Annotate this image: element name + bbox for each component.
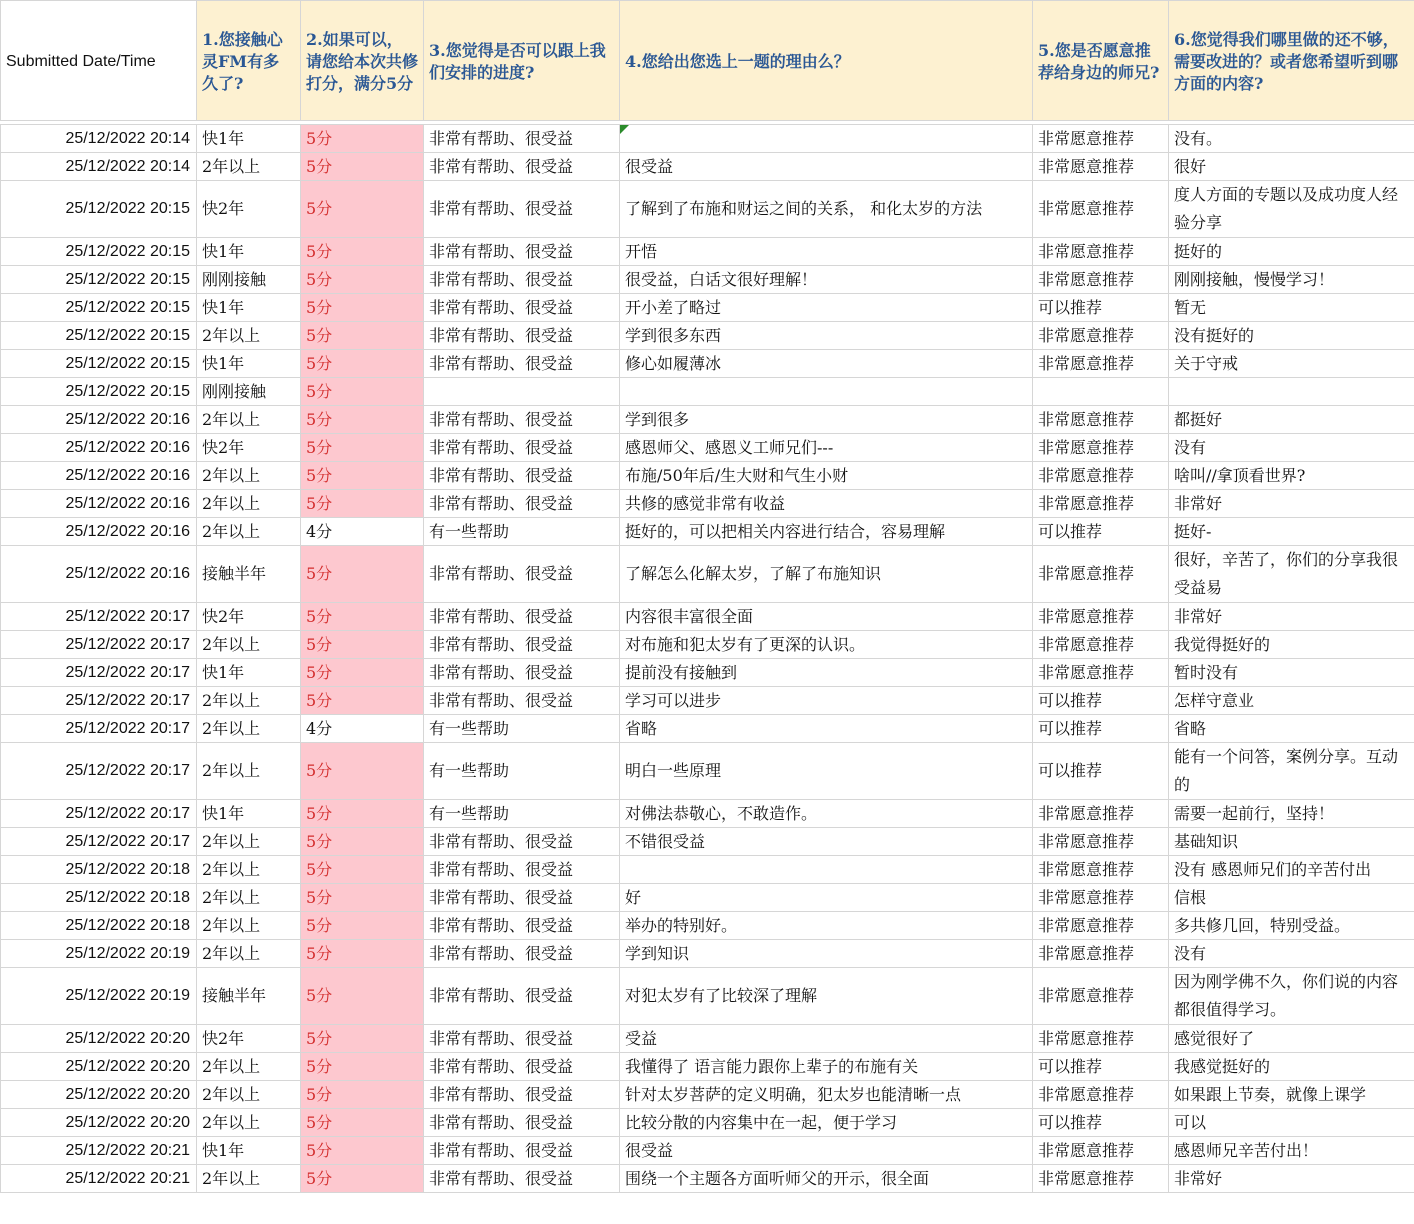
cell-q3-progress[interactable]: 非常有帮助、很受益 [424,294,620,322]
cell-q6-suggestion[interactable] [1169,378,1414,406]
cell-submitted-date[interactable]: 25/12/2022 20:20 [1,1109,197,1137]
header-submitted-date[interactable]: Submitted Date/Time [1,1,197,121]
cell-q6-suggestion[interactable]: 暂无 [1169,294,1414,322]
cell-q1-duration[interactable]: 2年以上 [197,743,301,800]
cell-q5-recommend[interactable]: 可以推荐 [1033,518,1169,546]
cell-q6-suggestion[interactable]: 省略 [1169,715,1414,743]
cell-q1-duration[interactable]: 2年以上 [197,1053,301,1081]
cell-q3-progress[interactable]: 非常有帮助、很受益 [424,828,620,856]
cell-q2-score[interactable]: 5分 [301,546,424,603]
cell-q3-progress[interactable] [424,378,620,406]
cell-submitted-date[interactable]: 25/12/2022 20:16 [1,406,197,434]
cell-q2-score[interactable]: 5分 [301,462,424,490]
cell-submitted-date[interactable]: 25/12/2022 20:15 [1,294,197,322]
cell-q5-recommend[interactable]: 非常愿意推荐 [1033,350,1169,378]
cell-q2-score[interactable]: 5分 [301,1025,424,1053]
cell-q1-duration[interactable]: 快1年 [197,659,301,687]
cell-q5-recommend[interactable]: 可以推荐 [1033,743,1169,800]
cell-q4-reason[interactable]: 对佛法恭敬心，不敢造作。 [620,800,1033,828]
cell-q6-suggestion[interactable]: 我觉得挺好的 [1169,631,1414,659]
cell-q1-duration[interactable]: 快1年 [197,350,301,378]
table-row [1,800,1414,828]
cell-submitted-date[interactable]: 25/12/2022 20:18 [1,884,197,912]
cell-q3-progress[interactable]: 非常有帮助、很受益 [424,266,620,294]
table-row [1,462,1414,490]
cell-q1-duration[interactable]: 接触半年 [197,546,301,603]
table-row [1,238,1414,266]
table-row [1,378,1414,406]
cell-q4-reason[interactable]: 对布施和犯太岁有了更深的认识。 [620,631,1033,659]
cell-q4-reason[interactable]: 学到很多 [620,406,1033,434]
table-row [1,546,1414,603]
cell-q4-reason[interactable] [620,378,1033,406]
cell-submitted-date[interactable]: 25/12/2022 20:16 [1,546,197,603]
header-row [1,1,1414,121]
cell-q3-progress[interactable]: 非常有帮助、很受益 [424,1137,620,1165]
cell-q6-suggestion[interactable]: 啥叫//拿顶看世界? [1169,462,1414,490]
cell-submitted-date[interactable]: 25/12/2022 20:17 [1,800,197,828]
table-row [1,518,1414,546]
cell-q1-duration[interactable]: 2年以上 [197,1109,301,1137]
cell-q6-suggestion[interactable]: 基础知识 [1169,828,1414,856]
cell-submitted-date[interactable]: 25/12/2022 20:15 [1,238,197,266]
cell-submitted-date[interactable]: 25/12/2022 20:20 [1,1081,197,1109]
cell-q5-recommend[interactable]: 非常愿意推荐 [1033,322,1169,350]
cell-q4-reason[interactable]: 省略 [620,715,1033,743]
cell-q4-reason[interactable]: 我懂得了 语言能力跟你上辈子的布施有关 [620,1053,1033,1081]
cell-q1-duration[interactable]: 快2年 [197,1025,301,1053]
table-row [1,743,1414,800]
cell-q1-duration[interactable]: 2年以上 [197,940,301,968]
cell-q3-progress[interactable]: 非常有帮助、很受益 [424,659,620,687]
cell-q6-suggestion[interactable]: 刚刚接触，慢慢学习！ [1169,266,1414,294]
table-row [1,968,1414,1025]
table-row [1,715,1414,743]
table-row [1,266,1414,294]
cell-q6-suggestion[interactable]: 没有 [1169,434,1414,462]
cell-q4-reason[interactable]: 提前没有接触到 [620,659,1033,687]
cell-q3-progress[interactable]: 非常有帮助、很受益 [424,1165,620,1193]
cell-q6-suggestion[interactable]: 挺好的 [1169,238,1414,266]
cell-q6-suggestion[interactable]: 很好 [1169,153,1414,181]
cell-q1-duration[interactable]: 快2年 [197,181,301,238]
cell-q1-duration[interactable]: 2年以上 [197,715,301,743]
cell-q5-recommend[interactable]: 非常愿意推荐 [1033,1081,1169,1109]
cell-q1-duration[interactable]: 2年以上 [197,631,301,659]
cell-q2-score[interactable]: 5分 [301,125,424,153]
cell-q3-progress[interactable]: 非常有帮助、很受益 [424,181,620,238]
cell-submitted-date[interactable]: 25/12/2022 20:15 [1,378,197,406]
cell-submitted-date[interactable]: 25/12/2022 20:18 [1,856,197,884]
cell-q2-score[interactable]: 5分 [301,322,424,350]
cell-q1-duration[interactable]: 2年以上 [197,1081,301,1109]
cell-q5-recommend[interactable]: 非常愿意推荐 [1033,434,1169,462]
cell-q6-suggestion[interactable]: 非常好 [1169,490,1414,518]
cell-q1-duration[interactable]: 快1年 [197,1137,301,1165]
table-row [1,828,1414,856]
cell-q1-duration[interactable]: 快1年 [197,294,301,322]
cell-q6-suggestion[interactable]: 需要一起前行，坚持！ [1169,800,1414,828]
cell-q2-score[interactable]: 5分 [301,266,424,294]
cell-submitted-date[interactable]: 25/12/2022 20:21 [1,1137,197,1165]
table-row [1,406,1414,434]
cell-q2-score[interactable]: 5分 [301,912,424,940]
cell-q2-score[interactable]: 4分 [301,518,424,546]
cell-q6-suggestion[interactable]: 感觉很好了 [1169,1025,1414,1053]
cell-q5-recommend[interactable]: 非常愿意推荐 [1033,968,1169,1025]
cell-q2-score[interactable]: 5分 [301,181,424,238]
cell-q3-progress[interactable]: 有一些帮助 [424,518,620,546]
cell-q1-duration[interactable]: 刚刚接触 [197,266,301,294]
cell-q3-progress[interactable]: 非常有帮助、很受益 [424,1053,620,1081]
cell-q2-score[interactable]: 5分 [301,603,424,631]
table-row [1,687,1414,715]
cell-q4-reason[interactable]: 内容很丰富很全面 [620,603,1033,631]
cell-submitted-date[interactable]: 25/12/2022 20:17 [1,715,197,743]
cell-submitted-date[interactable]: 25/12/2022 20:18 [1,912,197,940]
cell-q4-reason[interactable]: 对犯太岁有了比较深了理解 [620,968,1033,1025]
cell-q4-reason[interactable]: 了解到了布施和财运之间的关系， 和化太岁的方法 [620,181,1033,238]
cell-q5-recommend[interactable]: 非常愿意推荐 [1033,238,1169,266]
table-row [1,912,1414,940]
cell-q4-reason[interactable]: 学到知识 [620,940,1033,968]
cell-q5-recommend[interactable]: 非常愿意推荐 [1033,940,1169,968]
cell-q5-recommend[interactable]: 非常愿意推荐 [1033,546,1169,603]
cell-q2-score[interactable]: 4分 [301,715,424,743]
cell-submitted-date[interactable]: 25/12/2022 20:19 [1,940,197,968]
cell-q3-progress[interactable]: 有一些帮助 [424,715,620,743]
cell-q3-progress[interactable]: 非常有帮助、很受益 [424,125,620,153]
cell-q5-recommend[interactable]: 非常愿意推荐 [1033,462,1169,490]
cell-q5-recommend[interactable]: 非常愿意推荐 [1033,1025,1169,1053]
cell-q4-reason[interactable]: 围绕一个主题各方面听师父的开示，很全面 [620,1165,1033,1193]
cell-submitted-date[interactable]: 25/12/2022 20:15 [1,266,197,294]
cell-q6-suggestion[interactable]: 没有。 [1169,125,1414,153]
cell-q5-recommend[interactable]: 非常愿意推荐 [1033,266,1169,294]
cell-q3-progress[interactable]: 非常有帮助、很受益 [424,546,620,603]
table-row [1,1137,1414,1165]
cell-q2-score[interactable]: 5分 [301,828,424,856]
table-row [1,1081,1414,1109]
cell-submitted-date[interactable]: 25/12/2022 20:14 [1,125,197,153]
cell-q2-score[interactable]: 5分 [301,856,424,884]
cell-q1-duration[interactable]: 2年以上 [197,687,301,715]
cell-q6-suggestion[interactable]: 因为刚学佛不久，你们说的内容都很值得学习。 [1169,968,1414,1025]
cell-q5-recommend[interactable]: 可以推荐 [1033,687,1169,715]
cell-q5-recommend[interactable]: 非常愿意推荐 [1033,153,1169,181]
cell-q6-suggestion[interactable]: 没有 [1169,940,1414,968]
cell-q3-progress[interactable]: 非常有帮助、很受益 [424,968,620,1025]
table-row [1,1053,1414,1081]
cell-q6-suggestion[interactable]: 关于守戒 [1169,350,1414,378]
cell-q3-progress[interactable]: 非常有帮助、很受益 [424,238,620,266]
cell-submitted-date[interactable]: 25/12/2022 20:20 [1,1025,197,1053]
cell-q5-recommend[interactable]: 非常愿意推荐 [1033,856,1169,884]
cell-q3-progress[interactable]: 非常有帮助、很受益 [424,631,620,659]
cell-submitted-date[interactable]: 25/12/2022 20:17 [1,603,197,631]
cell-q3-progress[interactable]: 非常有帮助、很受益 [424,406,620,434]
cell-q5-recommend[interactable]: 可以推荐 [1033,294,1169,322]
cell-q3-progress[interactable]: 非常有帮助、很受益 [424,1109,620,1137]
cell-q2-score[interactable]: 5分 [301,434,424,462]
cell-q3-progress[interactable]: 非常有帮助、很受益 [424,322,620,350]
cell-q5-recommend[interactable]: 非常愿意推荐 [1033,181,1169,238]
table-row [1,350,1414,378]
cell-q2-score[interactable]: 5分 [301,1165,424,1193]
cell-q3-progress[interactable]: 非常有帮助、很受益 [424,884,620,912]
cell-q1-duration[interactable]: 2年以上 [197,856,301,884]
cell-q4-reason[interactable]: 受益 [620,1025,1033,1053]
header-q6[interactable]: 6.您觉得我们哪里做的还不够，需要改进的？或者您希望听到哪方面的内容? [1169,1,1414,121]
cell-q1-duration[interactable]: 快1年 [197,800,301,828]
cell-submitted-date[interactable]: 25/12/2022 20:15 [1,322,197,350]
cell-q1-duration[interactable]: 2年以上 [197,518,301,546]
cell-q3-progress[interactable]: 非常有帮助、很受益 [424,350,620,378]
cell-q6-suggestion[interactable]: 非常好 [1169,603,1414,631]
table-row [1,856,1414,884]
cell-q6-suggestion[interactable]: 没有挺好的 [1169,322,1414,350]
cell-q3-progress[interactable]: 非常有帮助、很受益 [424,856,620,884]
cell-q1-duration[interactable]: 刚刚接触 [197,378,301,406]
cell-q4-reason[interactable]: 不错很受益 [620,828,1033,856]
table-body [1,125,1414,1193]
cell-submitted-date[interactable]: 25/12/2022 20:20 [1,1053,197,1081]
cell-q2-score[interactable]: 5分 [301,378,424,406]
header-q5[interactable]: 5.您是否愿意推荐给身边的师兄? [1033,1,1169,121]
cell-q1-duration[interactable]: 2年以上 [197,490,301,518]
cell-q5-recommend[interactable]: 可以推荐 [1033,1053,1169,1081]
cell-submitted-date[interactable]: 25/12/2022 20:21 [1,1165,197,1193]
cell-q6-suggestion[interactable]: 非常好 [1169,1165,1414,1193]
cell-q5-recommend[interactable]: 非常愿意推荐 [1033,659,1169,687]
cell-q3-progress[interactable]: 非常有帮助、很受益 [424,1081,620,1109]
cell-q2-score[interactable]: 5分 [301,631,424,659]
cell-q2-score[interactable]: 5分 [301,968,424,1025]
cell-q4-reason[interactable]: 共修的感觉非常有收益 [620,490,1033,518]
table-row [1,631,1414,659]
cell-q4-reason[interactable]: 开小差了略过 [620,294,1033,322]
cell-q4-reason[interactable]: 比较分散的内容集中在一起，便于学习 [620,1109,1033,1137]
cell-q2-score[interactable]: 5分 [301,1109,424,1137]
cell-q6-suggestion[interactable]: 怎样守意业 [1169,687,1414,715]
cell-q3-progress[interactable]: 非常有帮助、很受益 [424,153,620,181]
cell-q1-duration[interactable]: 2年以上 [197,1165,301,1193]
cell-submitted-date[interactable]: 25/12/2022 20:16 [1,518,197,546]
cell-submitted-date[interactable]: 25/12/2022 20:16 [1,462,197,490]
cell-q2-score[interactable]: 5分 [301,884,424,912]
cell-q3-progress[interactable]: 有一些帮助 [424,800,620,828]
cell-q5-recommend[interactable]: 可以推荐 [1033,1109,1169,1137]
cell-submitted-date[interactable]: 25/12/2022 20:17 [1,659,197,687]
cell-q5-recommend[interactable]: 非常愿意推荐 [1033,490,1169,518]
cell-q2-score[interactable]: 5分 [301,1137,424,1165]
cell-q6-suggestion[interactable]: 没有 感恩师兄们的辛苦付出 [1169,856,1414,884]
cell-q5-recommend[interactable]: 非常愿意推荐 [1033,1165,1169,1193]
cell-q4-reason[interactable]: 学习可以进步 [620,687,1033,715]
cell-q5-recommend[interactable]: 非常愿意推荐 [1033,828,1169,856]
cell-q2-score[interactable]: 5分 [301,490,424,518]
table-row [1,125,1414,153]
header-q2[interactable]: 2.如果可以，请您给本次共修打分，满分5分 [301,1,424,121]
cell-submitted-date[interactable]: 25/12/2022 20:16 [1,434,197,462]
cell-q4-reason[interactable]: 开悟 [620,238,1033,266]
cell-q1-duration[interactable]: 快1年 [197,125,301,153]
cell-q6-suggestion[interactable]: 多共修几回，特别受益。 [1169,912,1414,940]
header-q1[interactable]: 1.您接触心灵FM有多久了? [197,1,301,121]
table-row [1,884,1414,912]
cell-q4-reason[interactable]: 感恩师父、感恩义工师兄们--- [620,434,1033,462]
cell-submitted-date[interactable]: 25/12/2022 20:14 [1,153,197,181]
cell-q3-progress[interactable]: 有一些帮助 [424,743,620,800]
cell-q5-recommend[interactable]: 非常愿意推荐 [1033,800,1169,828]
cell-q4-reason[interactable]: 挺好的，可以把相关内容进行结合，容易理解 [620,518,1033,546]
cell-q2-score[interactable]: 5分 [301,350,424,378]
cell-q4-reason[interactable]: 修心如履薄冰 [620,350,1033,378]
cell-q2-score[interactable]: 5分 [301,743,424,800]
cell-q2-score[interactable]: 5分 [301,153,424,181]
cell-q4-reason[interactable]: 学到很多东西 [620,322,1033,350]
cell-submitted-date[interactable]: 25/12/2022 20:17 [1,687,197,715]
cell-q2-score[interactable]: 5分 [301,1081,424,1109]
cell-q4-reason[interactable]: 很受益 [620,153,1033,181]
cell-q1-duration[interactable]: 快2年 [197,603,301,631]
table-row [1,1025,1414,1053]
cell-q4-reason[interactable] [620,856,1033,884]
cell-q2-score[interactable]: 5分 [301,406,424,434]
cell-submitted-date[interactable]: 25/12/2022 20:17 [1,631,197,659]
cell-q5-recommend[interactable] [1033,378,1169,406]
table-row [1,603,1414,631]
cell-q2-score[interactable]: 5分 [301,1053,424,1081]
cell-q5-recommend[interactable]: 非常愿意推荐 [1033,603,1169,631]
cell-q3-progress[interactable]: 非常有帮助、很受益 [424,434,620,462]
cell-q3-progress[interactable]: 非常有帮助、很受益 [424,940,620,968]
cell-q2-score[interactable]: 5分 [301,940,424,968]
cell-q2-score[interactable]: 5分 [301,800,424,828]
cell-q6-suggestion[interactable]: 能有一个问答，案例分享。互动的 [1169,743,1414,800]
cell-q4-reason[interactable] [620,125,1033,153]
cell-q3-progress[interactable]: 非常有帮助、很受益 [424,462,620,490]
cell-q1-duration[interactable]: 2年以上 [197,884,301,912]
cell-q5-recommend[interactable]: 非常愿意推荐 [1033,1137,1169,1165]
cell-q6-suggestion[interactable]: 我感觉挺好的 [1169,1053,1414,1081]
cell-q4-reason[interactable]: 了解怎么化解太岁，了解了布施知识 [620,546,1033,603]
cell-q4-reason[interactable]: 好 [620,884,1033,912]
cell-q4-reason[interactable]: 明白一些原理 [620,743,1033,800]
cell-q1-duration[interactable]: 2年以上 [197,406,301,434]
cell-q6-suggestion[interactable]: 都挺好 [1169,406,1414,434]
table-row [1,490,1414,518]
cell-q1-duration[interactable]: 2年以上 [197,322,301,350]
cell-q3-progress[interactable]: 非常有帮助、很受益 [424,1025,620,1053]
cell-q2-score[interactable]: 5分 [301,238,424,266]
cell-q2-score[interactable]: 5分 [301,687,424,715]
table-row [1,153,1414,181]
cell-q5-recommend[interactable]: 非常愿意推荐 [1033,125,1169,153]
cell-q5-recommend[interactable]: 非常愿意推荐 [1033,912,1169,940]
cell-q4-reason[interactable]: 很受益，白话文很好理解！ [620,266,1033,294]
cell-q4-reason[interactable]: 很受益 [620,1137,1033,1165]
table-row [1,940,1414,968]
cell-q5-recommend[interactable]: 非常愿意推荐 [1033,406,1169,434]
cell-q4-reason[interactable]: 针对太岁菩萨的定义明确，犯太岁也能清晰一点 [620,1081,1033,1109]
cell-submitted-date[interactable]: 25/12/2022 20:17 [1,828,197,856]
cell-q1-duration[interactable]: 快2年 [197,434,301,462]
cell-q2-score[interactable]: 5分 [301,294,424,322]
table-row [1,1109,1414,1137]
cell-submitted-date[interactable]: 25/12/2022 20:19 [1,968,197,1025]
cell-q3-progress[interactable]: 非常有帮助、很受益 [424,912,620,940]
table-row [1,1165,1414,1193]
cell-q3-progress[interactable]: 非常有帮助、很受益 [424,603,620,631]
cell-q1-duration[interactable]: 快1年 [197,238,301,266]
table-row [1,181,1414,238]
cell-submitted-date[interactable]: 25/12/2022 20:16 [1,490,197,518]
cell-q1-duration[interactable]: 2年以上 [197,912,301,940]
cell-q6-suggestion[interactable]: 可以 [1169,1109,1414,1137]
cell-q1-duration[interactable]: 接触半年 [197,968,301,1025]
cell-q6-suggestion[interactable]: 感恩师兄辛苦付出！ [1169,1137,1414,1165]
table-row [1,659,1414,687]
cell-q1-duration[interactable]: 2年以上 [197,828,301,856]
cell-q5-recommend[interactable]: 非常愿意推荐 [1033,884,1169,912]
header-q3[interactable]: 3.您觉得是否可以跟上我们安排的进度? [424,1,620,121]
cell-submitted-date[interactable]: 25/12/2022 20:15 [1,350,197,378]
table-row [1,434,1414,462]
cell-q6-suggestion[interactable]: 很好，辛苦了，你们的分享我很受益易 [1169,546,1414,603]
cell-q1-duration[interactable]: 2年以上 [197,462,301,490]
cell-q4-reason[interactable]: 举办的特别好。 [620,912,1033,940]
cell-q6-suggestion[interactable]: 暂时没有 [1169,659,1414,687]
cell-q5-recommend[interactable]: 非常愿意推荐 [1033,631,1169,659]
cell-q6-suggestion[interactable]: 度人方面的专题以及成功度人经验分享 [1169,181,1414,238]
cell-q2-score[interactable]: 5分 [301,659,424,687]
cell-q6-suggestion[interactable]: 信根 [1169,884,1414,912]
cell-submitted-date[interactable]: 25/12/2022 20:17 [1,743,197,800]
cell-q5-recommend[interactable]: 可以推荐 [1033,715,1169,743]
header-q4[interactable]: 4.您给出您选上一题的理由么？ [620,1,1033,121]
table-row [1,294,1414,322]
cell-q4-reason[interactable]: 布施/50年后/生大财和气生小财 [620,462,1033,490]
cell-q6-suggestion[interactable]: 挺好- [1169,518,1414,546]
cell-q3-progress[interactable]: 非常有帮助、很受益 [424,490,620,518]
cell-q6-suggestion[interactable]: 如果跟上节奏，就像上课学 [1169,1081,1414,1109]
table-row [1,322,1414,350]
cell-q1-duration[interactable]: 2年以上 [197,153,301,181]
cell-submitted-date[interactable]: 25/12/2022 20:15 [1,181,197,238]
cell-q3-progress[interactable]: 非常有帮助、很受益 [424,687,620,715]
